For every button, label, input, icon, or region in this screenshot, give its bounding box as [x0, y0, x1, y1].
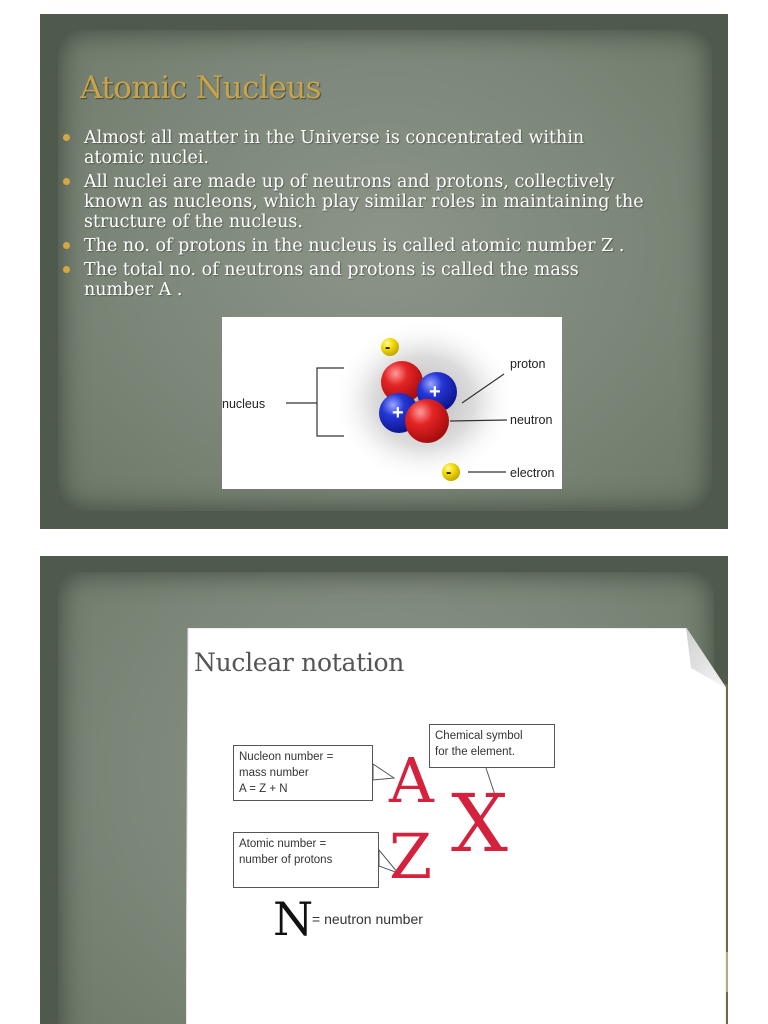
bullet-dot-icon: [63, 266, 70, 273]
minus-sign: -: [385, 339, 391, 356]
atom-diagram: [222, 317, 562, 489]
proton-sphere: [405, 399, 449, 443]
bullet-dot-icon: [63, 242, 70, 249]
box-line: mass number: [239, 767, 309, 779]
bullet-item: [84, 172, 644, 232]
neutron-number-symbol: N: [273, 892, 314, 946]
bullet-item: [84, 260, 644, 300]
bullet-text: The total no. of neutrons and protons is called the mass number A .: [84, 260, 579, 300]
slide-title: Atomic Nucleus: [80, 70, 322, 106]
chemical-symbol-box: [429, 724, 555, 768]
nucleus-label: nucleus: [222, 397, 266, 411]
bullet-item: [84, 128, 644, 168]
bullet-dot-icon: [63, 134, 70, 141]
bullet-dot-icon: [63, 178, 70, 185]
box-line: number of protons: [239, 854, 333, 866]
proton-label: proton: [510, 357, 546, 371]
card-title: Nuclear notation: [194, 648, 405, 677]
box-line: for the element.: [435, 746, 515, 758]
notation-card: [186, 628, 726, 1024]
element-symbol: X: [451, 777, 508, 870]
box-line: Chemical symbol: [435, 730, 523, 742]
box-line: Nucleon number =: [239, 751, 334, 763]
box-line: Atomic number =: [239, 838, 327, 850]
neutron-label: neutron: [510, 413, 553, 427]
plus-sign: +: [429, 381, 441, 403]
slide-nuclear-notation: [40, 556, 728, 1024]
bullet-text: All nuclei are made up of neutrons and protons, collectively known as nucleons, which play similar roles in maintaining the structure of the nucleus.: [84, 172, 644, 232]
bullet-text: Almost all matter in the Universe is concentrated within atomic nuclei.: [84, 128, 585, 168]
atomic-number-box: [233, 832, 379, 888]
electron-label: electron: [510, 466, 555, 480]
neutron-number-label: = neutron number: [312, 911, 423, 927]
nucleon-number-box: [233, 745, 373, 801]
mass-number-symbol: A: [389, 744, 434, 817]
bullet-list: [84, 128, 644, 304]
minus-sign: -: [446, 464, 452, 481]
bullet-item: [84, 236, 644, 256]
slide-atomic-nucleus: [40, 14, 728, 529]
bullet-text: The no. of protons in the nucleus is called atomic number Z .: [84, 236, 625, 256]
atom-diagram-svg: [222, 317, 562, 489]
box-line: A = Z + N: [239, 783, 288, 795]
atomic-number-symbol: Z: [389, 820, 433, 893]
plus-sign: +: [392, 402, 404, 424]
